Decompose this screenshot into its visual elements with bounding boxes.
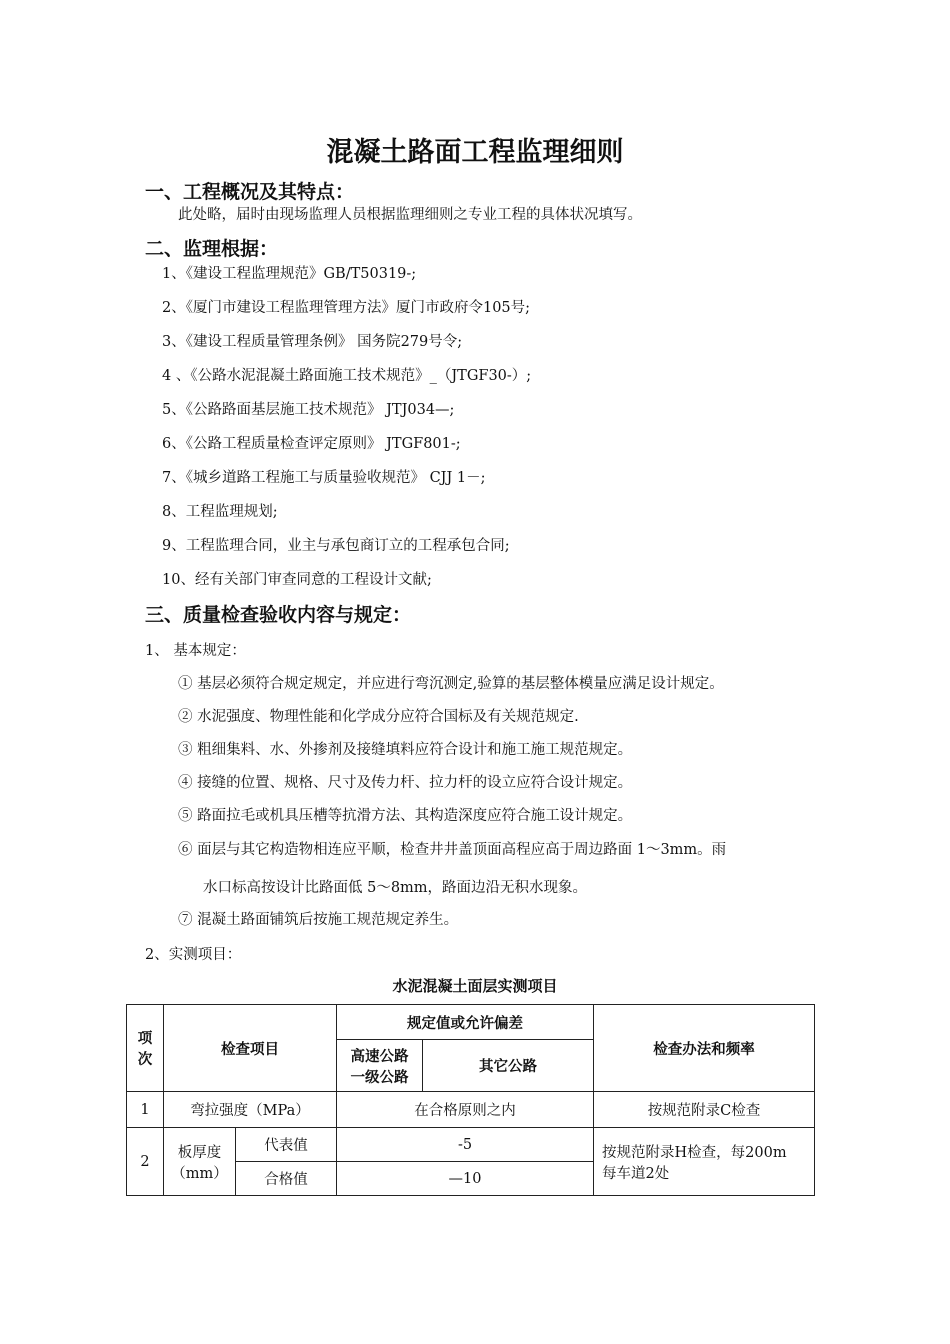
reference-item: 2、《厦门市建设工程监理管理方法》厦门市政府令105号;	[162, 300, 531, 316]
rule-item-continuation: 水口标高按设计比路面低 5～8mm，路面边沿无积水现象。	[203, 880, 588, 896]
header-tolerance: 规定值或允许偏差	[337, 1005, 594, 1040]
row-item-line2: （mm）	[171, 1165, 228, 1182]
table-row	[127, 1128, 815, 1162]
section-3-heading: 三、质量检查验收内容与规定：	[145, 604, 412, 626]
page-title: 混凝土路面工程监理细则	[326, 137, 624, 168]
header-method: 检查办法和频率	[594, 1005, 815, 1092]
row-item	[164, 1128, 236, 1196]
section-2-heading: 二、监理根据：	[145, 238, 279, 260]
rule-item: ⑥ 面层与其它构造物相连应平顺，检查井井盖顶面高程应高于周边路面 1～3mm。雨	[178, 842, 727, 858]
inspection-table	[126, 1004, 815, 1196]
row-value: —10	[337, 1162, 594, 1196]
header-no-line2: 次	[137, 1052, 153, 1068]
table-caption: 水泥混凝土面层实测项目	[392, 977, 558, 995]
reference-item: 9、工程监理合同，业主与承包商订立的工程承包合同;	[162, 538, 510, 554]
subsection-measured-items: 2、实测项目：	[145, 947, 242, 963]
rule-item: ⑤ 路面拉毛或机具压槽等抗滑方法、其构造深度应符合施工设计规定。	[178, 808, 633, 824]
rule-item: ③ 粗细集料、水、外掺剂及接缝填料应符合设计和施工施工规范规定。	[178, 742, 633, 758]
reference-item: 6、《公路工程质量检查评定原则》 JTGF801-;	[162, 436, 461, 452]
reference-item: 3、《建设工程质量管理条例》 国务院279号令;	[162, 334, 463, 350]
row-item: 弯拉强度（MPa）	[164, 1092, 337, 1128]
row-subitem: 合格值	[236, 1162, 337, 1196]
row-value: -5	[337, 1128, 594, 1162]
row-no: 1	[127, 1092, 164, 1128]
row-value: 在合格原则之内	[337, 1092, 594, 1128]
reference-item: 7、《城乡道路工程施工与质量验收规范》 CJJ 1－;	[162, 470, 486, 486]
row-item-line1: 板厚度	[177, 1144, 222, 1161]
row-method: 按规范附录C检查	[594, 1092, 815, 1128]
reference-item: 1、《建设工程监理规范》GB/T50319-;	[162, 266, 417, 282]
reference-item: 10、经有关部门审查同意的工程设计文献;	[162, 572, 432, 588]
rule-item: ② 水泥强度、物理性能和化学成分应符合国标及有关规范规定.	[178, 709, 579, 725]
reference-item: 4 、《公路水泥混凝土路面施工技术规范》_（JTGF30-）;	[162, 368, 532, 384]
reference-item: 8、工程监理规划;	[162, 504, 278, 520]
subsection-basic-rules: 1、 基本规定：	[145, 643, 246, 659]
header-other: 其它公路	[423, 1040, 594, 1092]
header-highway	[337, 1040, 423, 1092]
row-method-line2: 每车道2处	[602, 1165, 670, 1182]
rule-item: ① 基层必须符合规定规定，并应进行弯沉测定,验算的基层整体模量应满足设计规定。	[178, 676, 724, 692]
rule-item: ⑦ 混凝土路面铺筑后按施工规范规定养生。	[178, 912, 459, 928]
row-no: 2	[127, 1128, 164, 1196]
header-item: 检查项目	[164, 1005, 337, 1092]
rule-item: ④ 接缝的位置、规格、尺寸及传力杆、拉力杆的设立应符合设计规定。	[178, 775, 633, 791]
row-method-line1: 按规范附录H检查，每200m	[602, 1144, 787, 1161]
header-highway-line2: 一级公路	[350, 1069, 409, 1086]
section-1-heading: 一、工程概况及其特点：	[145, 181, 355, 203]
header-no-line1: 项	[137, 1031, 153, 1047]
header-no	[127, 1005, 164, 1092]
row-method	[594, 1128, 815, 1196]
reference-item: 5、《公路路面基层施工技术规范》 JTJ034—;	[162, 402, 455, 418]
table-row	[127, 1092, 815, 1128]
header-highway-line1: 高速公路	[350, 1048, 409, 1065]
row-subitem: 代表值	[236, 1128, 337, 1162]
section-1-text: 此处略，届时由现场监理人员根据监理细则之专业工程的具体状况填写。	[178, 207, 642, 223]
